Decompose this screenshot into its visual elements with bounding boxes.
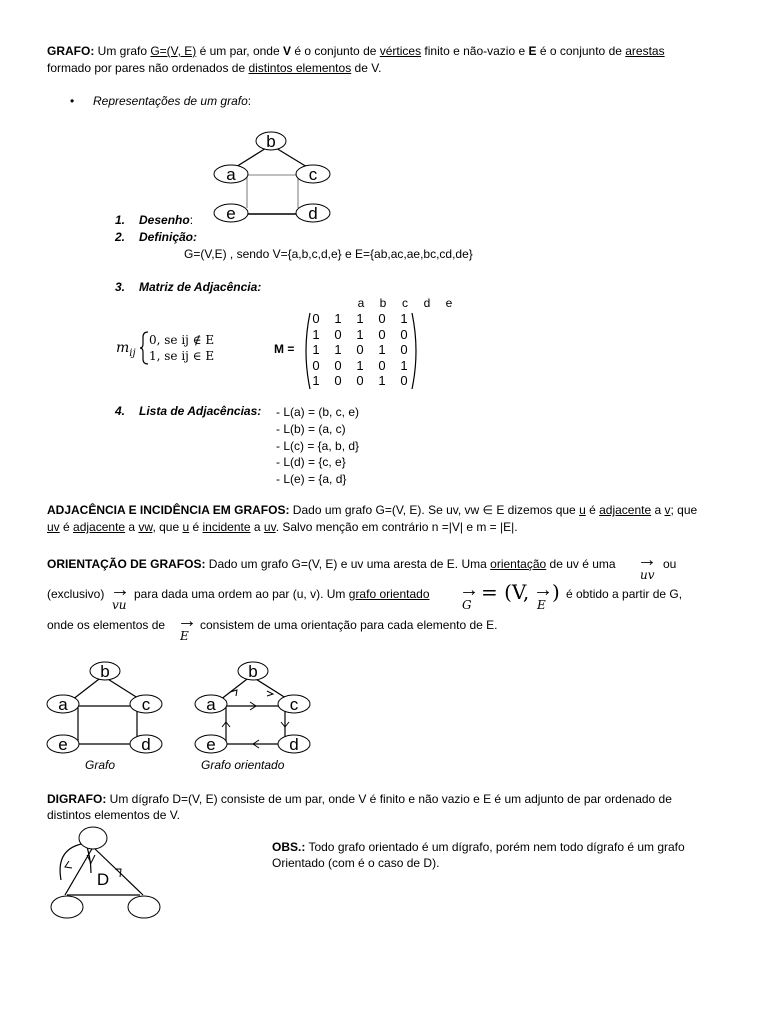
uv-sub: uv xyxy=(640,568,655,582)
svg-text:a: a xyxy=(58,695,68,714)
svg-text:a: a xyxy=(206,695,216,714)
svg-text:e: e xyxy=(58,735,68,754)
arrow-icon: → xyxy=(637,549,657,571)
item-definicao-num: 2. xyxy=(115,230,126,244)
matrix-label: M = xyxy=(274,342,295,356)
mij-symbol: $m_{ij}$ xyxy=(116,340,136,359)
e-sub: E xyxy=(180,629,189,643)
node-label-b: b xyxy=(266,132,276,151)
digrafo-line2: distintos elementos de V. xyxy=(47,808,180,822)
graph-drawing xyxy=(205,128,335,226)
grafo-term: GRAFO: xyxy=(47,44,95,58)
digraph-d-drawing xyxy=(45,825,165,920)
node-label-d: d xyxy=(308,204,318,223)
orientacao-line3b: consistem de uma orientação para cada elemento de E. xyxy=(200,618,498,632)
svg-text:c: c xyxy=(141,695,151,714)
orientacao-term: ORIENTAÇÃO DE GRAFOS: xyxy=(47,557,206,571)
node-label-e: e xyxy=(226,204,236,223)
mij-case-2: 1, se ij ∈ E xyxy=(149,349,215,363)
orientacao-line3a: onde os elementos de xyxy=(47,618,166,632)
matrix-row: 1 0 0 1 0 xyxy=(312,373,408,389)
list-item: - L(a) = (b, c, e) xyxy=(276,405,360,419)
digrafo-line1: DIGRAFO: Um dígrafo D=(V, E) consiste de um par, onde V é finito e não vazio e E é um adjunto de par ordenado de xyxy=(47,792,672,806)
obs-line2: Orientado (com é o caso de D). xyxy=(272,856,440,870)
adjacencia-line2: uv é adjacente a vw, que u é incidente a uv. Salvo menção em contrário n =|V| e m = |E|. xyxy=(47,520,518,534)
item-definicao: Definição: xyxy=(139,230,198,244)
caption-grafo: Grafo xyxy=(85,758,116,772)
digraph-label: D xyxy=(96,870,110,889)
svg-text:e: e xyxy=(206,735,216,754)
definicao-text: G=(V,E) , sendo V={a,b,c,d,e} e E={ab,ac,ae,bc,cd,de} xyxy=(184,247,473,261)
node-label-c: c xyxy=(308,165,318,184)
svg-text:d: d xyxy=(141,735,151,754)
adjacency-list xyxy=(276,404,359,488)
e-sub: E xyxy=(537,598,546,612)
vu-sub: vu xyxy=(112,598,127,612)
representacoes-heading: Representações de um grafo: xyxy=(93,94,252,108)
arrow-icon: → xyxy=(533,579,553,601)
arrow-icon: → xyxy=(177,610,197,632)
item-matriz: Matriz de Adjacência: xyxy=(139,280,262,294)
grafo-definition-line2: formado por pares não ordenados de distintos elementos de V. xyxy=(47,61,382,75)
digrafo-term: DIGRAFO: xyxy=(47,792,107,806)
item-desenho-num: 1. xyxy=(115,213,126,227)
formula: = (V, xyxy=(481,580,530,604)
formula-paren: ) xyxy=(552,580,560,604)
list-item: - L(b) = (a, c) xyxy=(276,421,346,436)
list-item: - L(e) = {a, d} xyxy=(276,472,347,487)
adjacencia-term: ADJACÊNCIA E INCIDÊNCIA EM GRAFOS: xyxy=(47,503,290,517)
orientacao-line1: ORIENTAÇÃO DE GRAFOS: Dado um grafo G=(V, E) e uv uma aresta de E. Uma orientação de uv é uma xyxy=(47,557,616,571)
node-label-a: a xyxy=(226,165,236,184)
g-sub: G xyxy=(462,598,472,612)
matrix-headers: a b c d e xyxy=(357,296,453,310)
matrix-row: 0 1 1 0 1 xyxy=(312,311,408,326)
mij-case-1: 0, se ij ∉ E xyxy=(149,333,215,347)
caption-grafo-orientado: Grafo orientado xyxy=(201,758,285,772)
matrix-row: 1 0 1 0 0 xyxy=(312,326,408,342)
svg-text:c: c xyxy=(289,695,299,714)
adjacencia-line1: ADJACÊNCIA E INCIDÊNCIA EM GRAFOS: Dado um grafo G=(V, E). Se uv, vw ∈ E dizemos que u é adjacente a v; que xyxy=(47,503,698,517)
matrix-body xyxy=(305,311,415,389)
obs-term: OBS.: xyxy=(272,840,306,854)
bullet-icon: • xyxy=(70,94,75,108)
svg-text:b: b xyxy=(248,662,258,681)
graph-figure-undirected xyxy=(45,658,175,758)
graph-figure-directed xyxy=(193,658,323,758)
orientacao-line2: para dada uma ordem ao par (u, v). Um grafo orientado xyxy=(134,587,430,601)
list-item: - L(c) = {a, b, d} xyxy=(276,438,360,453)
svg-text:d: d xyxy=(289,735,299,754)
item-lista: Lista de Adjacências: xyxy=(139,404,262,418)
grafo-definition-line1: GRAFO: Um grafo G=(V, E) é um par, onde V é o conjunto de vértices finito e não-vazio e E é o conjunto de arestas xyxy=(47,44,665,58)
obs-line1: OBS.: Todo grafo orientado é um dígrafo, porém nem todo dígrafo é um grafo xyxy=(272,840,685,854)
arrow-icon: → xyxy=(110,579,130,601)
orientacao-line2-end: é obtido a partir de G, xyxy=(566,587,683,601)
svg-text:b: b xyxy=(100,662,110,681)
item-desenho: Desenho: xyxy=(139,213,194,227)
ou-text: ou xyxy=(663,557,677,571)
list-item: - L(d) = {c, e} xyxy=(276,455,346,470)
matrix-row: 1 1 0 1 0 xyxy=(312,342,408,358)
exclusivo-text: (exclusivo) xyxy=(47,587,105,601)
item-lista-num: 4. xyxy=(115,404,126,418)
arrow-icon: → xyxy=(459,579,479,601)
item-matriz-num: 3. xyxy=(115,280,126,294)
matrix-row: 0 0 1 0 1 xyxy=(312,357,408,373)
